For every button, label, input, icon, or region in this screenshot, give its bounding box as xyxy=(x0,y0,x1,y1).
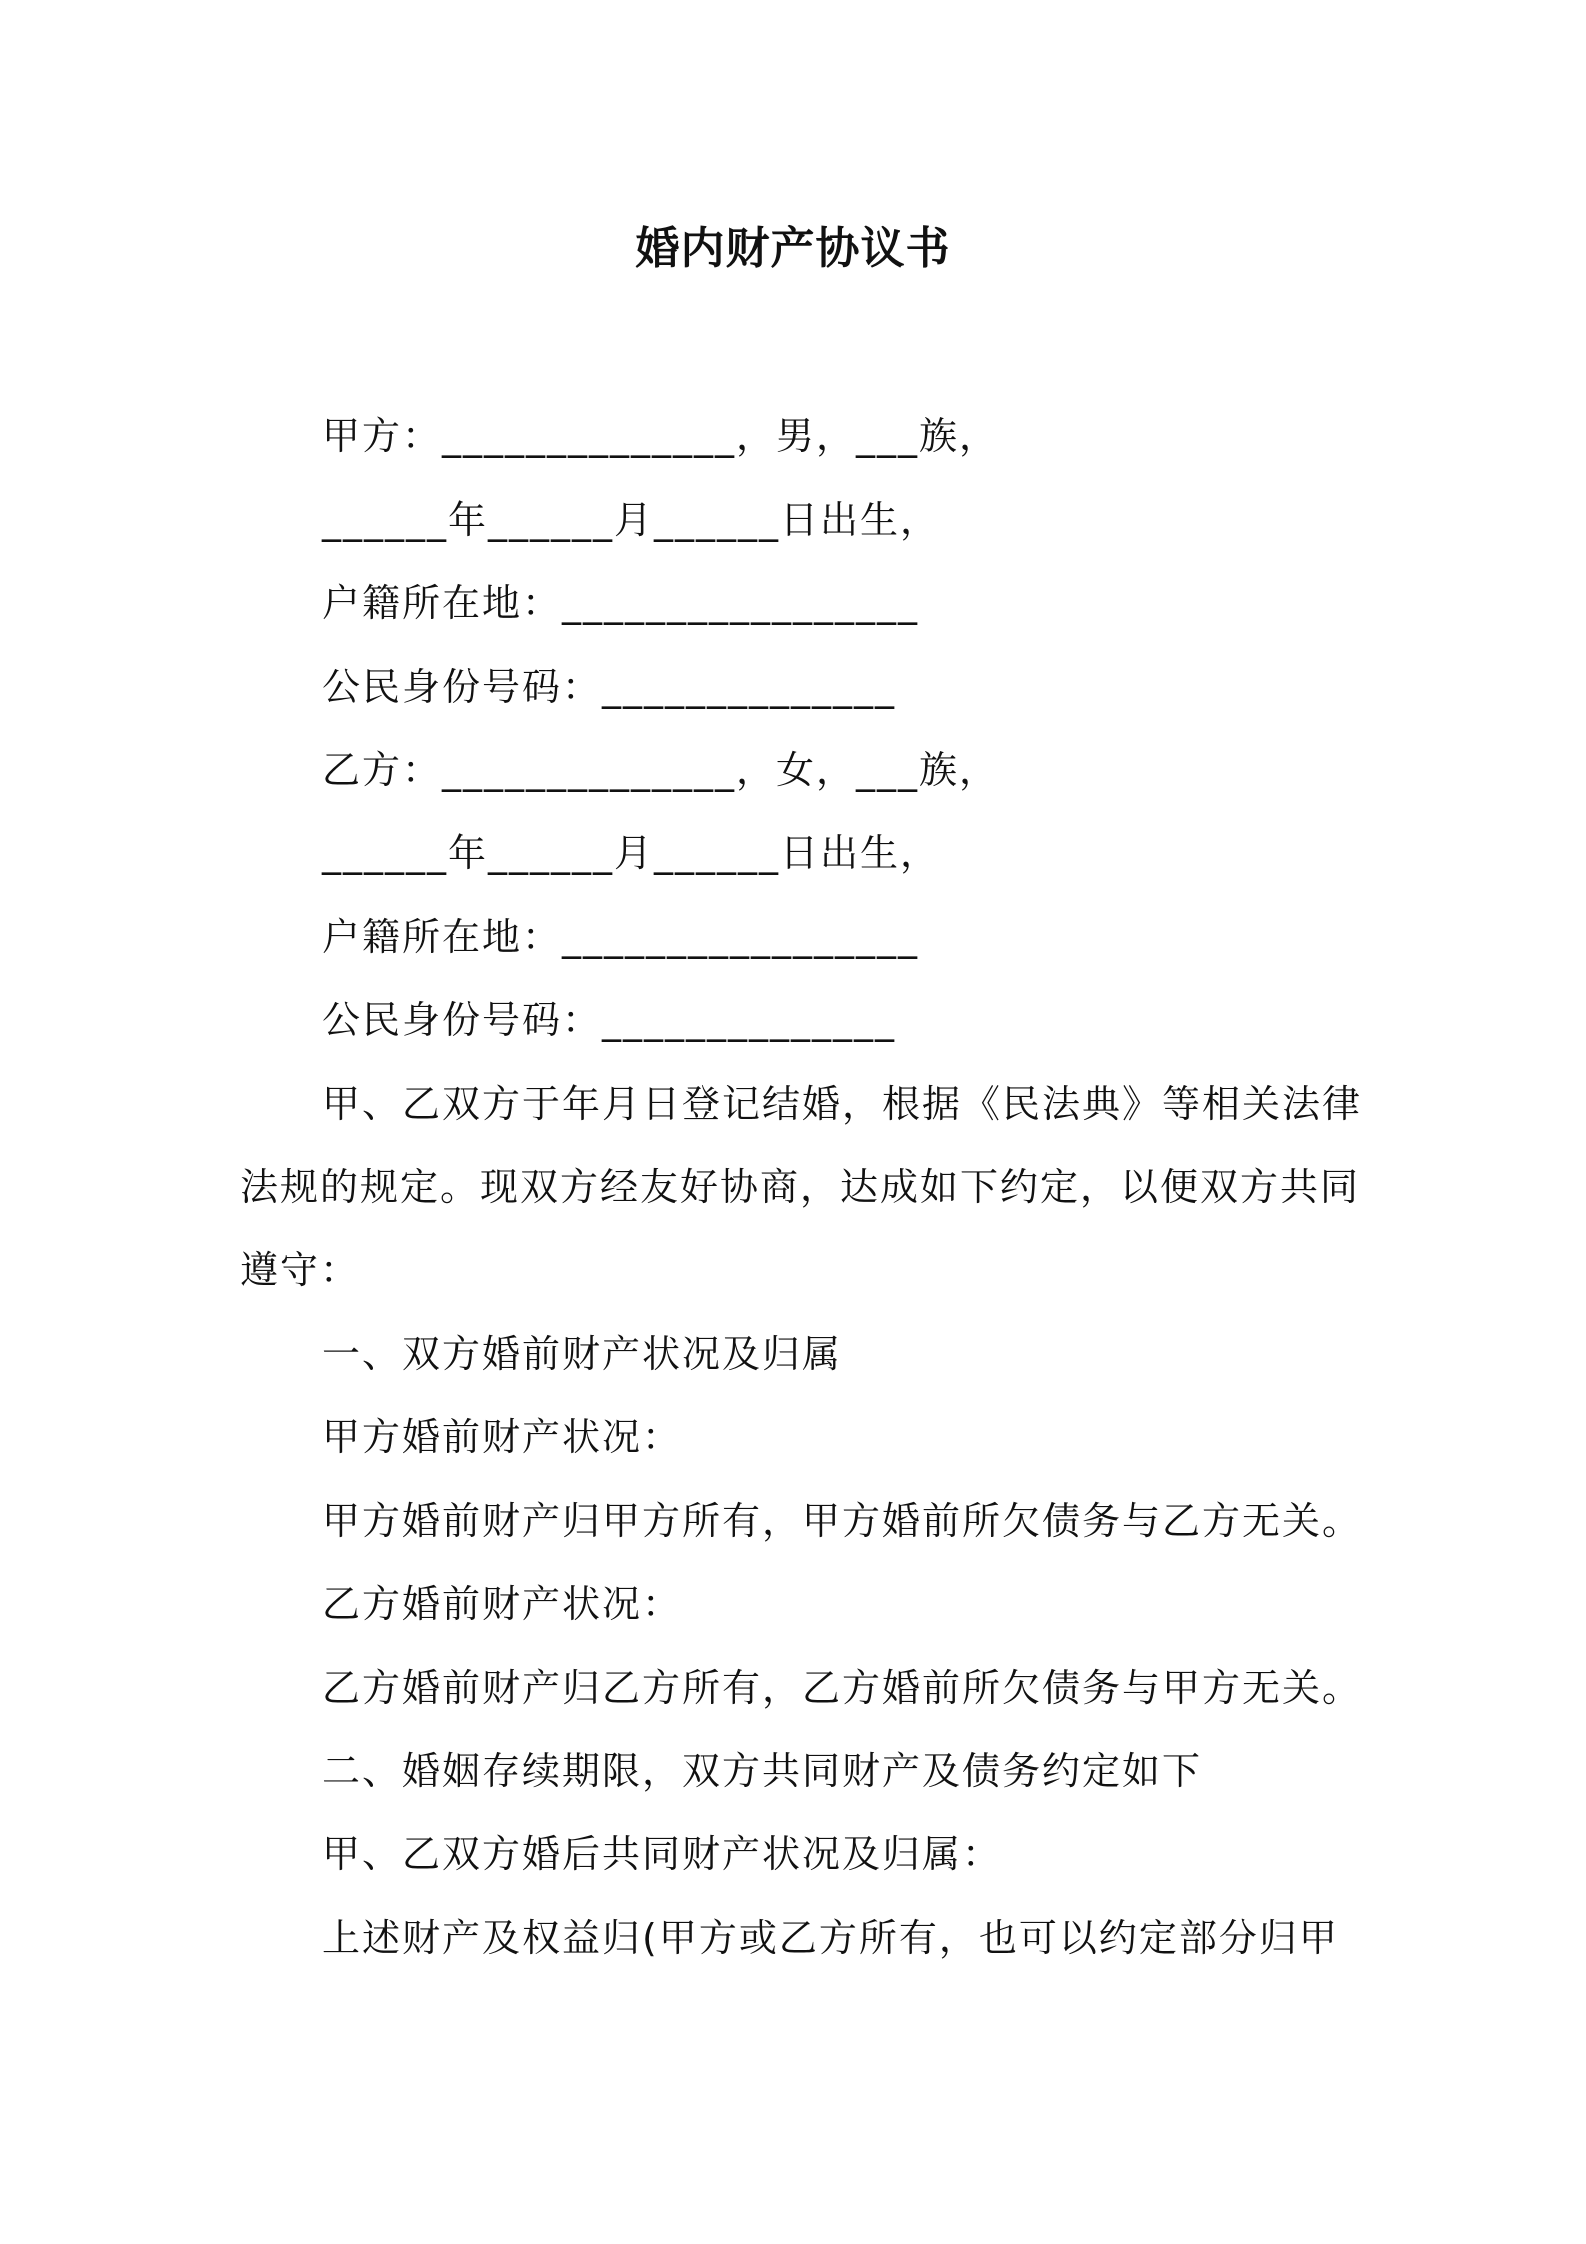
preamble-line-1: 甲、乙双方于年月日登记结婚，根据《民法典》等相关法律 xyxy=(322,1082,1363,1126)
joint-property-heading: 甲、乙双方婚后共同财产状况及归属： xyxy=(322,1832,1003,1876)
party-b-hukou-line: 户籍所在地：_________________ xyxy=(322,915,920,959)
party-b-id-line: 公民身份号码：______________ xyxy=(322,998,897,1042)
joint-property-text: 上述财产及权益归(甲方或乙方所有，也可以约定部分归甲 xyxy=(322,1916,1339,1960)
party-b-name-line: 乙方：______________，女，___族， xyxy=(322,748,1000,792)
party-a-birth-line: ______年______月______日出生， xyxy=(322,498,941,542)
preamble-line-3: 遵守： xyxy=(240,1248,361,1292)
party-a-premarital-text: 甲方婚前财产归甲方所有，甲方婚前所欠债务与乙方无关。 xyxy=(322,1499,1363,1543)
document-title: 婚内财产协议书 xyxy=(635,223,951,274)
party-b-birth-line: ______年______月______日出生， xyxy=(322,831,941,875)
section-2-heading: 二、婚姻存续期限，双方共同财产及债务约定如下 xyxy=(322,1749,1203,1793)
party-a-name-line: 甲方：______________，男，___族， xyxy=(322,414,1000,458)
party-a-premarital-heading: 甲方婚前财产状况： xyxy=(322,1415,683,1459)
party-a-hukou-line: 户籍所在地：_________________ xyxy=(322,581,920,625)
party-b-premarital-heading: 乙方婚前财产状况： xyxy=(322,1582,683,1626)
party-b-premarital-text: 乙方婚前财产归乙方所有，乙方婚前所欠债务与甲方无关。 xyxy=(322,1666,1363,1710)
section-1-heading: 一、双方婚前财产状况及归属 xyxy=(322,1332,843,1376)
party-a-id-line: 公民身份号码：______________ xyxy=(322,665,897,709)
preamble-line-2: 法规的规定。现双方经友好协商，达成如下约定，以便双方共同 xyxy=(240,1165,1361,1209)
